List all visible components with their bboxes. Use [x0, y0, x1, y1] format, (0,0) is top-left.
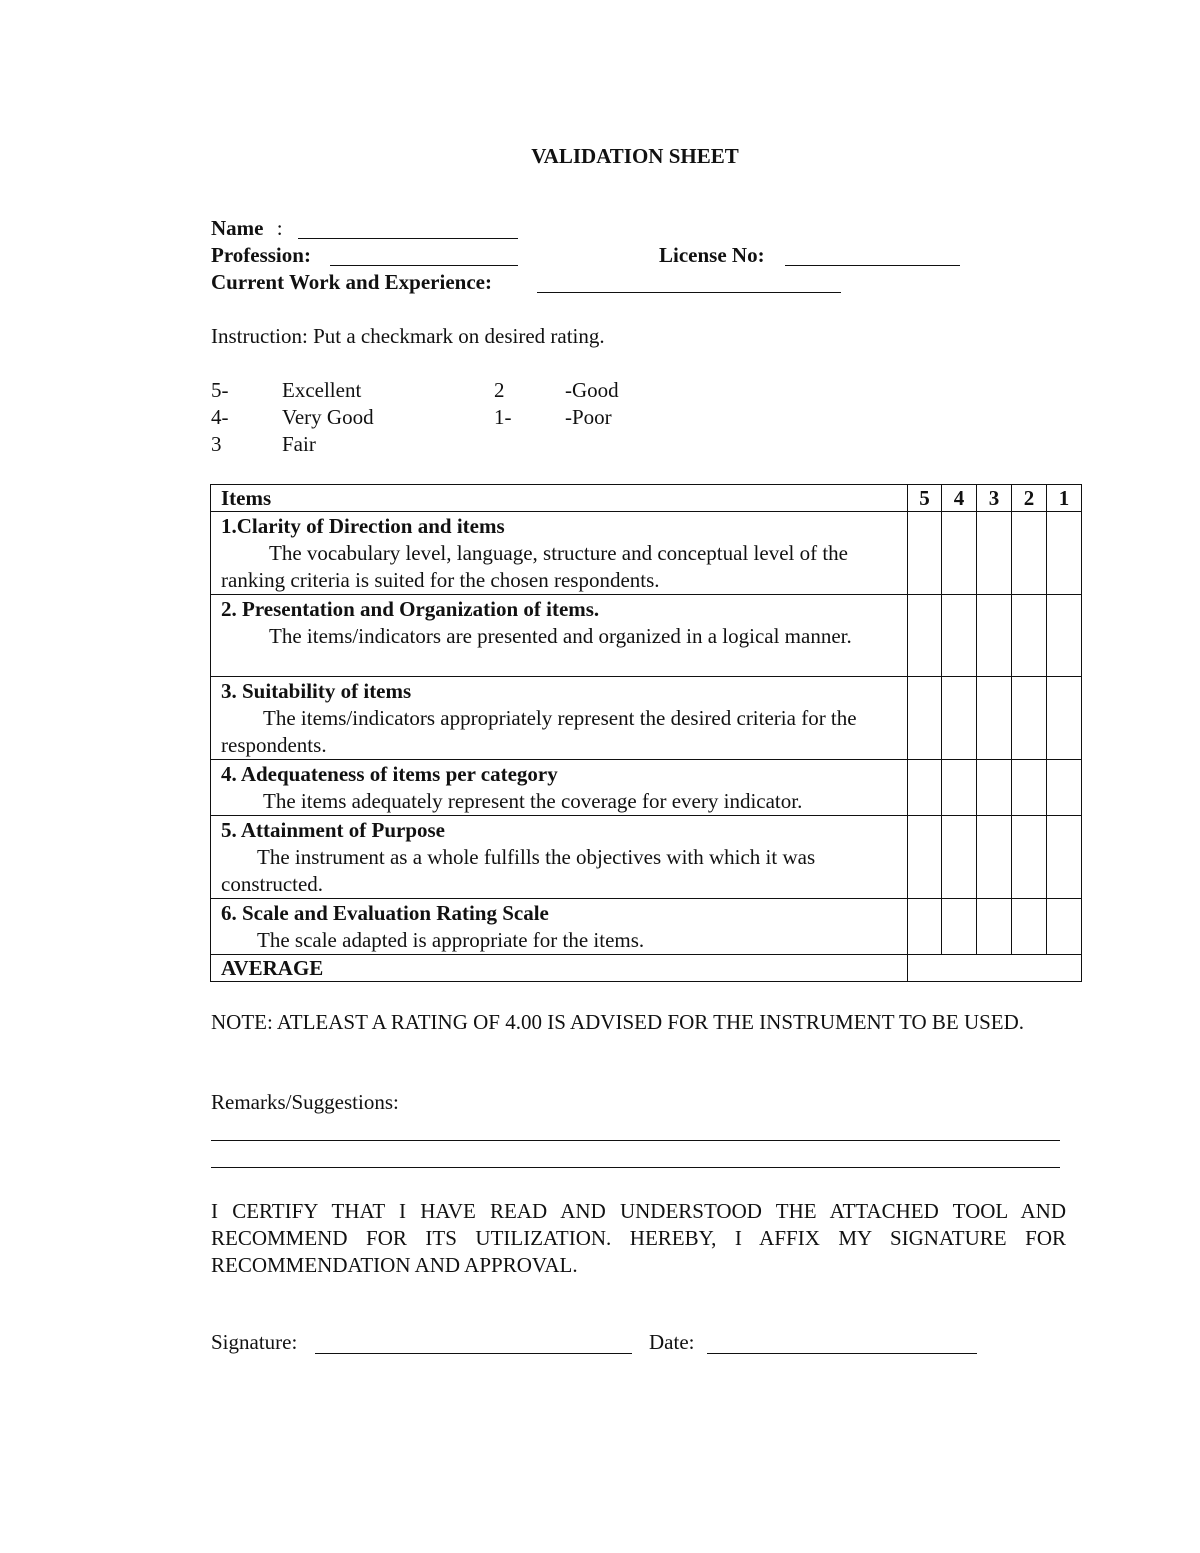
rating-cell-3[interactable] — [977, 512, 1012, 595]
item-title: 3. Suitability of items — [221, 679, 412, 703]
rating-cell-1[interactable] — [1047, 816, 1082, 899]
scale-header-3: 3 — [977, 485, 1012, 512]
table-row — [211, 760, 1082, 816]
name-colon: : — [276, 216, 283, 240]
item-description: The items adequately represent the coverage for every indicator. — [263, 789, 803, 813]
item-title: 4. Adequateness of items per category — [221, 762, 558, 786]
legend-label-5: Excellent — [282, 378, 362, 402]
item-cell — [211, 760, 908, 816]
license-field[interactable] — [785, 265, 960, 266]
rating-cell-1[interactable] — [1047, 512, 1082, 595]
rating-cell-1[interactable] — [1047, 760, 1082, 816]
profession-label: Profession: — [211, 243, 311, 267]
rating-cell-4[interactable] — [942, 760, 977, 816]
rating-cell-2[interactable] — [1012, 899, 1047, 955]
legend-label-4: Very Good — [282, 405, 374, 429]
rating-cell-5[interactable] — [908, 677, 942, 760]
item-cell — [211, 899, 908, 955]
legend-num-5: 5- — [211, 378, 229, 402]
rating-cell-3[interactable] — [977, 816, 1012, 899]
page-title: VALIDATION SHEET — [531, 144, 739, 168]
rating-cell-2[interactable] — [1012, 760, 1047, 816]
remarks-line-2[interactable] — [211, 1167, 1060, 1168]
remarks-line-1[interactable] — [211, 1140, 1060, 1141]
scale-header-4: 4 — [942, 485, 977, 512]
item-cell — [211, 677, 908, 760]
rating-cell-3[interactable] — [977, 899, 1012, 955]
work-experience-field[interactable] — [537, 292, 841, 293]
average-value-cell[interactable] — [908, 955, 1082, 982]
table-row — [211, 677, 1082, 760]
legend-num-2: 2 — [494, 378, 505, 402]
legend-num-1: 1- — [494, 405, 512, 429]
rating-cell-5[interactable] — [908, 595, 942, 677]
signature-field[interactable] — [315, 1353, 632, 1354]
legend-num-3: 3 — [211, 432, 222, 456]
remarks-label: Remarks/Suggestions: — [211, 1090, 399, 1114]
name-label — [211, 216, 283, 241]
item-description: The vocabulary level, language, structure and conceptual level of the ranking criteria is suited for the chosen respondents. — [221, 541, 848, 592]
rating-cell-1[interactable] — [1047, 677, 1082, 760]
table-row — [211, 595, 1082, 677]
certify-text: I CERTIFY THAT I HAVE READ AND UNDERSTOOD THE ATTACHED TOOL AND RECOMMEND FOR ITS UTILIZATION. HEREBY, I AFFIX MY SIGNATURE FOR RECOMMENDATION AND APPROVAL. — [211, 1199, 1066, 1277]
scale-header-2: 2 — [1012, 485, 1047, 512]
rating-cell-2[interactable] — [1012, 512, 1047, 595]
items-header: Items — [211, 485, 908, 512]
table-row — [211, 899, 1082, 955]
license-label: License No: — [659, 243, 765, 267]
rating-cell-4[interactable] — [942, 595, 977, 677]
rating-cell-4[interactable] — [942, 899, 977, 955]
rating-cell-4[interactable] — [942, 816, 977, 899]
item-title: 6. Scale and Evaluation Rating Scale — [221, 901, 549, 925]
rating-table — [210, 484, 1082, 982]
rating-cell-1[interactable] — [1047, 595, 1082, 677]
legend-label-2: -Good — [565, 378, 619, 402]
legend-label-3: Fair — [282, 432, 316, 456]
item-title: 2. Presentation and Organization of items. — [221, 597, 600, 621]
scale-header-1: 1 — [1047, 485, 1082, 512]
rating-cell-2[interactable] — [1012, 816, 1047, 899]
item-title: 1.Clarity of Direction and items — [221, 514, 505, 538]
name-label-text: Name — [211, 216, 264, 240]
rating-cell-2[interactable] — [1012, 595, 1047, 677]
note-text: NOTE: ATLEAST A RATING OF 4.00 IS ADVISED FOR THE INSTRUMENT TO BE USED. — [211, 1010, 1025, 1034]
date-field[interactable] — [707, 1353, 977, 1354]
item-cell — [211, 595, 908, 677]
rating-cell-5[interactable] — [908, 512, 942, 595]
item-description: The items/indicators are presented and organized in a logical manner. — [269, 624, 852, 648]
table-row — [211, 512, 1082, 595]
profession-field[interactable] — [330, 265, 518, 266]
rating-cell-4[interactable] — [942, 677, 977, 760]
rating-cell-5[interactable] — [908, 816, 942, 899]
name-field[interactable] — [298, 238, 518, 239]
rating-cell-5[interactable] — [908, 899, 942, 955]
rating-cell-4[interactable] — [942, 512, 977, 595]
rating-cell-3[interactable] — [977, 595, 1012, 677]
legend-num-4: 4- — [211, 405, 229, 429]
item-description: The scale adapted is appropriate for the items. — [257, 928, 645, 952]
table-row — [211, 816, 1082, 899]
average-label: AVERAGE — [211, 955, 908, 982]
rating-cell-3[interactable] — [977, 677, 1012, 760]
work-experience-label: Current Work and Experience: — [211, 270, 492, 294]
table-header-row — [211, 485, 1082, 512]
rating-cell-5[interactable] — [908, 760, 942, 816]
rating-cell-3[interactable] — [977, 760, 1012, 816]
rating-cell-2[interactable] — [1012, 677, 1047, 760]
instruction-text: Instruction: Put a checkmark on desired rating. — [211, 324, 605, 348]
item-cell — [211, 512, 908, 595]
item-description: The instrument as a whole fulfills the objectives with which it was constructed. — [221, 845, 816, 896]
item-cell — [211, 816, 908, 899]
scale-header-5: 5 — [908, 485, 942, 512]
date-label: Date: — [649, 1330, 695, 1354]
signature-label: Signature: — [211, 1330, 298, 1354]
legend-label-1: -Poor — [565, 405, 612, 429]
rating-cell-1[interactable] — [1047, 899, 1082, 955]
item-description: The items/indicators appropriately represent the desired criteria for the respondents. — [221, 706, 857, 757]
item-title: 5. Attainment of Purpose — [221, 818, 445, 842]
average-row — [211, 955, 1082, 982]
